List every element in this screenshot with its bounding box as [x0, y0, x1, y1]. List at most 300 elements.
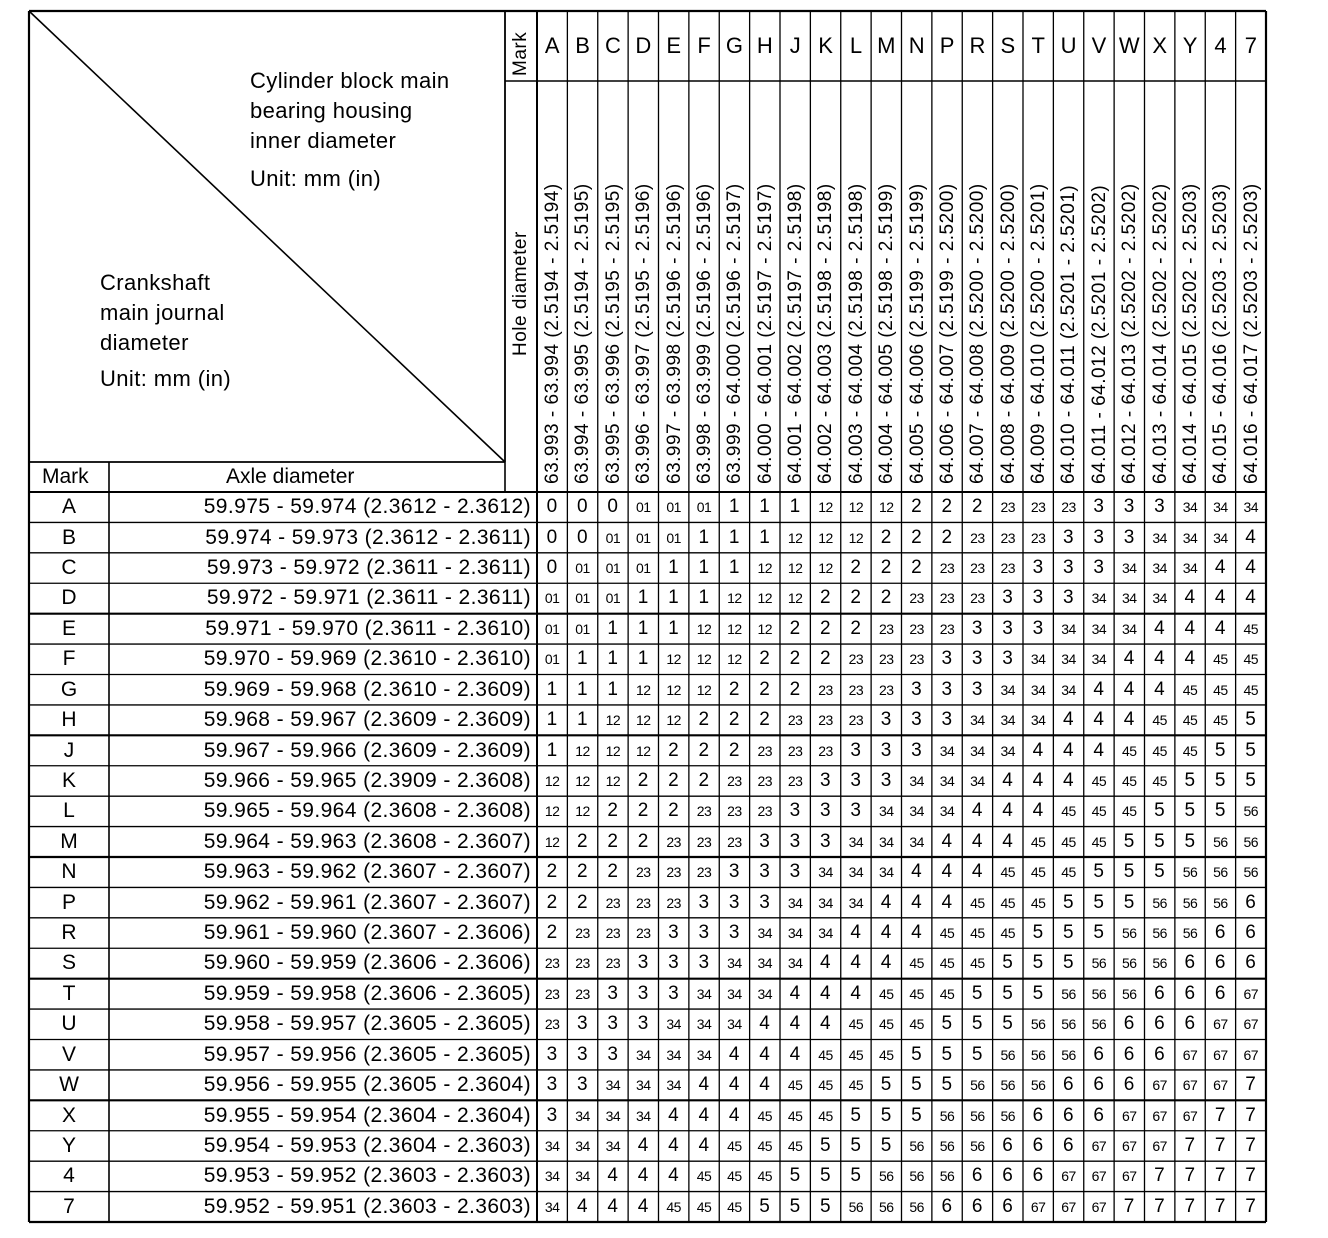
selection-cell: 3: [698, 922, 710, 944]
selection-cell: 34: [818, 894, 833, 911]
selection-cell: 34: [757, 925, 773, 942]
selection-cell: 4: [1063, 769, 1075, 791]
selection-cell: 3: [911, 709, 923, 731]
selection-cell: 34: [727, 955, 742, 972]
selection-cell: 45: [1182, 681, 1198, 698]
selection-cell: 23: [818, 742, 833, 759]
selection-cell: 3: [941, 709, 953, 731]
selection-cell: 3: [607, 1013, 619, 1035]
selection-cell: 34: [666, 1077, 681, 1094]
selection-cell: 3: [1063, 526, 1075, 548]
selection-cell: 4: [880, 922, 892, 944]
selection-cell: 67: [1152, 1137, 1167, 1154]
selection-cell: 56: [1122, 985, 1137, 1002]
selection-cell: 23: [1061, 499, 1076, 516]
selection-cell: 2: [971, 496, 983, 518]
selection-cell: 12: [818, 529, 833, 546]
selection-cell: 34: [1061, 681, 1076, 698]
selection-cell: 34: [575, 1168, 590, 1185]
selection-cell: 12: [696, 651, 712, 668]
selection-cell: 1: [728, 557, 740, 579]
selection-cell: 3: [820, 769, 832, 791]
selection-cell: 3: [1032, 557, 1044, 579]
selection-cell: 3: [759, 861, 771, 883]
selection-cell: 4: [880, 952, 892, 974]
selection-cell: 56: [1213, 833, 1228, 850]
selection-cell: 12: [818, 560, 833, 577]
selection-cell: 23: [939, 560, 955, 577]
selection-cell: 01: [575, 590, 590, 607]
column-hole-range: 64.001 - 64.002 (2.5197 - 2.5198): [785, 183, 806, 484]
selection-cell: 12: [636, 712, 651, 729]
selection-cell: 3: [668, 982, 680, 1004]
selection-cell: 34: [939, 803, 955, 820]
selection-cell: 01: [605, 560, 621, 577]
selection-cell: 7: [1154, 1195, 1166, 1217]
selection-cell: 34: [1182, 499, 1198, 516]
selection-cell: 5: [911, 1043, 923, 1065]
row-mark: X: [61, 1103, 76, 1127]
selection-cell: 4: [789, 1043, 801, 1065]
selection-cell: 1: [637, 617, 649, 639]
column-hole-range: 64.014 - 64.015 (2.5202 - 2.5203): [1179, 183, 1201, 484]
selection-cell: 12: [727, 590, 742, 607]
selection-cell: 0: [546, 496, 558, 518]
row-axle-range: 59.969 - 59.968 (2.3610 - 2.3609): [203, 677, 531, 701]
selection-cell: 34: [879, 833, 894, 850]
selection-cell: 56: [909, 1137, 924, 1154]
selection-cell: 0: [577, 526, 589, 548]
selection-cell: 34: [575, 1137, 590, 1154]
selection-cell: 2: [698, 769, 710, 791]
selection-cell: 23: [727, 833, 742, 850]
selection-cell: 56: [1091, 985, 1107, 1002]
selection-cell: 4: [820, 1013, 832, 1035]
selection-cell: 7: [1245, 1195, 1257, 1217]
selection-cell: 5: [1123, 830, 1135, 852]
selection-cell: 6: [1093, 1074, 1105, 1096]
selection-cell: 5: [1123, 891, 1135, 913]
selection-cell: 56: [1152, 925, 1167, 942]
row-mark: E: [61, 616, 76, 640]
selection-cell: 34: [696, 985, 712, 1002]
selection-cell: 4: [850, 922, 862, 944]
selection-cell: 4: [1245, 557, 1257, 579]
column-hole-range: 63.997 - 63.998 (2.5196 - 2.5196): [663, 183, 685, 484]
selection-cell: 45: [1152, 712, 1167, 729]
selection-cell: 34: [909, 772, 924, 789]
selection-cell: 12: [818, 499, 833, 516]
axle-diameter-header: Axle diameter: [226, 465, 355, 488]
selection-cell: 0: [546, 557, 558, 579]
selection-cell: 34: [1030, 651, 1046, 668]
selection-cell: 4: [728, 1074, 740, 1096]
selection-cell: 5: [941, 1043, 953, 1065]
selection-cell: 23: [909, 620, 924, 637]
column-mark: Y: [1182, 33, 1198, 58]
row-mark: H: [61, 708, 77, 732]
selection-cell: 34: [909, 833, 924, 850]
row-axle-range: 59.954 - 59.953 (2.3604 - 2.3603): [203, 1133, 531, 1157]
row-axle-range: 59.952 - 59.951 (2.3603 - 2.3603): [203, 1194, 531, 1218]
selection-cell: 4: [728, 1043, 740, 1065]
selection-cell: 5: [820, 1165, 832, 1187]
selection-cell: 4: [789, 1013, 801, 1035]
selection-cell: 45: [818, 1077, 833, 1094]
selection-cell: 34: [1091, 590, 1107, 607]
selection-cell: 4: [607, 1195, 619, 1217]
selection-cell: 56: [1213, 864, 1228, 881]
selection-cell: 7: [1214, 1134, 1226, 1156]
selection-cell: 45: [1030, 833, 1046, 850]
selection-cell: 1: [698, 557, 710, 579]
column-hole-range: 64.006 - 64.007 (2.5199 - 2.5200): [936, 183, 958, 484]
selection-cell: 6: [1154, 982, 1166, 1004]
selection-cell: 45: [757, 1168, 773, 1185]
selection-cell: 5: [1093, 922, 1105, 944]
selection-cell: 45: [727, 1198, 742, 1215]
row-mark: M: [60, 829, 78, 853]
selection-cell: 45: [1243, 620, 1259, 637]
selection-cell: 3: [759, 891, 771, 913]
selection-cell: 56: [1243, 864, 1259, 881]
selection-cell: 4: [911, 861, 923, 883]
selection-cell: 3: [728, 891, 740, 913]
selection-cell: 45: [909, 985, 924, 1002]
column-mark-header: Mark: [510, 31, 531, 76]
selection-cell: 56: [1000, 1077, 1016, 1094]
selection-cell: 34: [636, 1046, 651, 1063]
selection-cell: 4: [1093, 709, 1105, 731]
selection-cell: 3: [637, 982, 649, 1004]
selection-cell: 45: [1091, 833, 1107, 850]
selection-cell: 2: [820, 587, 832, 609]
selection-cell: 23: [666, 864, 681, 881]
row-axle-range: 59.975 - 59.974 (2.3612 - 2.3612): [203, 495, 531, 519]
row-axle-range: 59.970 - 59.969 (2.3610 - 2.3610): [203, 647, 531, 671]
selection-cell: 2: [546, 861, 558, 883]
selection-cell: 7: [1184, 1195, 1196, 1217]
row-axle-range: 59.973 - 59.972 (2.3611 - 2.3611): [206, 556, 531, 580]
row-mark: 4: [63, 1164, 75, 1188]
selection-cell: 23: [939, 620, 955, 637]
selection-cell: 01: [636, 560, 651, 577]
column-mark: H: [756, 33, 773, 58]
selection-cell: 3: [850, 769, 862, 791]
selection-cell: 45: [970, 955, 985, 972]
selection-cell: 5: [971, 1013, 983, 1035]
selection-cell: 56: [1182, 894, 1198, 911]
selection-cell: 3: [1032, 587, 1044, 609]
selection-cell: 45: [818, 1046, 833, 1063]
selection-cell: 1: [546, 709, 558, 731]
selection-cell: 4: [1032, 769, 1044, 791]
selection-cell: 3: [971, 678, 983, 700]
selection-cell: 34: [1000, 742, 1016, 759]
selection-cell: 23: [575, 925, 590, 942]
selection-cell: 45: [666, 1198, 681, 1215]
selection-cell: 7: [1245, 1074, 1257, 1096]
selection-cell: 45: [1030, 894, 1046, 911]
selection-cell: 12: [605, 742, 621, 759]
selection-cell: 45: [1061, 864, 1076, 881]
selection-cell: 5: [1063, 922, 1075, 944]
selection-cell: 34: [1213, 529, 1228, 546]
selection-cell: 6: [1032, 1104, 1044, 1126]
selection-cell: 3: [789, 800, 801, 822]
selection-cell: 3: [1154, 496, 1166, 518]
selection-cell: 6: [1002, 1134, 1014, 1156]
selection-cell: 12: [666, 651, 681, 668]
selection-cell: 23: [1000, 499, 1016, 516]
selection-cell: 5: [1184, 800, 1196, 822]
selection-cell: 56: [939, 1168, 955, 1185]
selection-cell: 01: [666, 529, 681, 546]
column-hole-range: 63.995 - 63.996 (2.5195 - 2.5195): [602, 183, 624, 484]
selection-cell: 67: [1091, 1198, 1107, 1215]
row-mark: 7: [63, 1194, 75, 1218]
column-hole-range: 64.008 - 64.009 (2.5200 - 2.5200): [997, 183, 1019, 484]
selection-cell: 56: [1061, 1016, 1076, 1033]
selection-cell: 12: [757, 560, 773, 577]
selection-cell: 56: [1152, 955, 1167, 972]
selection-cell: 34: [970, 712, 985, 729]
selection-cell: 6: [1154, 1013, 1166, 1035]
selection-cell: 34: [605, 1137, 621, 1154]
selection-cell: 3: [880, 709, 892, 731]
row-mark: V: [61, 1042, 76, 1066]
selection-cell: 5: [850, 1134, 862, 1156]
selection-cell: 67: [1152, 1107, 1167, 1124]
selection-cell: 01: [605, 590, 621, 607]
block-label-line: inner diameter: [250, 128, 397, 153]
selection-cell: 4: [759, 1074, 771, 1096]
column-mark: G: [725, 33, 743, 58]
selection-cell: 34: [1122, 590, 1137, 607]
selection-cell: 34: [1243, 499, 1259, 516]
selection-cell: 12: [787, 529, 803, 546]
selection-cell: 45: [1243, 681, 1259, 698]
selection-cell: 67: [1213, 1077, 1228, 1094]
selection-cell: 34: [939, 742, 955, 759]
selection-cell: 34: [544, 1198, 560, 1215]
selection-cell: 2: [577, 830, 589, 852]
selection-cell: 4: [1002, 830, 1014, 852]
block-label-line: bearing housing: [250, 98, 413, 123]
selection-cell: 5: [911, 1074, 923, 1096]
row-axle-range: 59.960 - 59.959 (2.3606 - 2.3606): [203, 951, 531, 975]
selection-cell: 5: [1245, 769, 1257, 791]
selection-cell: 5: [971, 982, 983, 1004]
selection-cell: 34: [696, 1046, 712, 1063]
selection-cell: 45: [1030, 864, 1046, 881]
selection-cell: 23: [848, 651, 864, 668]
selection-cell: 34: [787, 955, 803, 972]
selection-cell: 2: [728, 739, 740, 761]
selection-cell: 7: [1214, 1165, 1226, 1187]
selection-cell: 5: [1032, 922, 1044, 944]
row-axle-range: 59.966 - 59.965 (2.3909 - 2.3608): [203, 768, 531, 792]
selection-cell: 45: [1182, 712, 1198, 729]
selection-cell: 4: [1032, 739, 1044, 761]
column-hole-range: 63.993 - 63.994 (2.5194 - 2.5194): [542, 183, 563, 484]
selection-cell: 2: [546, 922, 558, 944]
selection-cell: 56: [1182, 864, 1198, 881]
selection-cell: 1: [759, 496, 771, 518]
selection-cell: 67: [1061, 1168, 1076, 1185]
selection-cell: 45: [939, 955, 955, 972]
column-mark: A: [544, 33, 560, 58]
selection-cell: 1: [698, 587, 710, 609]
selection-cell: 6: [941, 1195, 953, 1217]
selection-cell: 4: [971, 861, 983, 883]
selection-cell: 3: [1093, 496, 1105, 518]
selection-cell: 5: [1093, 861, 1105, 883]
column-mark: 7: [1244, 33, 1257, 58]
selection-cell: 45: [879, 1016, 894, 1033]
selection-cell: 3: [1123, 496, 1135, 518]
selection-cell: 56: [909, 1168, 924, 1185]
selection-cell: 4: [1002, 769, 1014, 791]
selection-cell: 3: [971, 648, 983, 670]
selection-cell: 34: [666, 1046, 681, 1063]
selection-cell: 23: [575, 955, 590, 972]
selection-cell: 1: [637, 587, 649, 609]
selection-cell: 45: [1122, 742, 1137, 759]
selection-cell: 23: [605, 894, 621, 911]
selection-cell: 23: [879, 620, 894, 637]
row-axle-range: 59.953 - 59.952 (2.3603 - 2.3603): [203, 1164, 531, 1188]
selection-cell: 34: [1152, 560, 1167, 577]
row-mark: B: [61, 525, 76, 549]
selection-cell: 45: [879, 985, 894, 1002]
selection-cell: 1: [607, 648, 619, 670]
selection-cell: 45: [1152, 742, 1167, 759]
row-mark: S: [61, 951, 76, 975]
selection-cell: 56: [1061, 1046, 1076, 1063]
selection-cell: 45: [848, 1077, 864, 1094]
selection-cell: 45: [1243, 651, 1259, 668]
selection-cell: 23: [787, 772, 803, 789]
column-mark: E: [666, 33, 682, 58]
column-mark: S: [1000, 33, 1016, 58]
selection-cell: 12: [787, 590, 803, 607]
selection-cell: 45: [909, 1016, 924, 1033]
selection-cell: 34: [757, 955, 773, 972]
column-hole-range: 64.010 - 64.011 (2.5201 - 2.5201): [1058, 184, 1080, 484]
selection-cell: 23: [666, 894, 681, 911]
selection-cell: 12: [879, 499, 894, 516]
selection-cell: 1: [607, 617, 619, 639]
selection-cell: 4: [1184, 648, 1196, 670]
selection-cell: 4: [911, 891, 923, 913]
row-axle-range: 59.964 - 59.963 (2.3608 - 2.3607): [203, 829, 531, 853]
selection-cell: 45: [727, 1168, 742, 1185]
selection-cell: 34: [727, 1016, 742, 1033]
selection-cell: 5: [1063, 891, 1075, 913]
selection-cell: 2: [637, 800, 649, 822]
selection-cell: 5: [1184, 769, 1196, 791]
column-mark: U: [1060, 33, 1077, 58]
selection-cell: 1: [546, 678, 558, 700]
selection-cell: 0: [577, 496, 589, 518]
selection-cell: 45: [696, 1168, 712, 1185]
selection-cell: 3: [1032, 617, 1044, 639]
selection-cell: 23: [879, 681, 894, 698]
selection-cell: 2: [728, 709, 740, 731]
selection-cell: 67: [1213, 1046, 1228, 1063]
selection-cell: 7: [1214, 1195, 1226, 1217]
selection-cell: 12: [636, 681, 651, 698]
row-axle-range: 59.957 - 59.956 (2.3605 - 2.3605): [203, 1042, 531, 1066]
selection-cell: 45: [1000, 864, 1016, 881]
selection-cell: 5: [1063, 952, 1075, 974]
column-hole-range: 63.994 - 63.995 (2.5194 - 2.5195): [572, 183, 594, 484]
selection-cell: 56: [1030, 1046, 1046, 1063]
selection-cell: 4: [1154, 617, 1166, 639]
selection-cell: 23: [696, 864, 712, 881]
selection-cell: 45: [1122, 803, 1137, 820]
selection-cell: 34: [1182, 529, 1198, 546]
selection-cell: 34: [848, 894, 864, 911]
selection-cell: 2: [668, 739, 680, 761]
selection-cell: 5: [1002, 1013, 1014, 1035]
selection-cell: 1: [577, 709, 589, 731]
selection-cell: 67: [1061, 1198, 1076, 1215]
selection-cell: 4: [637, 1165, 649, 1187]
selection-cell: 23: [879, 651, 894, 668]
column-mark: D: [635, 33, 652, 58]
selection-cell: 67: [1091, 1137, 1107, 1154]
column-hole-range: 64.005 - 64.006 (2.5199 - 2.5199): [906, 183, 928, 484]
selection-cell: 5: [880, 1134, 892, 1156]
selection-cell: 56: [1091, 955, 1107, 972]
selection-cell: 3: [880, 769, 892, 791]
selection-cell: 56: [1000, 1046, 1016, 1063]
selection-cell: 3: [607, 982, 619, 1004]
selection-cell: 12: [605, 712, 621, 729]
selection-cell: 23: [605, 925, 621, 942]
column-mark: 4: [1214, 33, 1227, 58]
selection-cell: 01: [636, 499, 651, 516]
row-mark-header: Mark: [42, 465, 89, 488]
selection-cell: 67: [1122, 1137, 1137, 1154]
hole-diameter-header: Hole diameter: [510, 231, 531, 356]
selection-cell: 2: [820, 617, 832, 639]
selection-cell: 6: [1032, 1165, 1044, 1187]
selection-cell: 5: [759, 1195, 771, 1217]
selection-cell: 45: [696, 1198, 712, 1215]
selection-cell: 3: [637, 952, 649, 974]
selection-cell: 3: [820, 800, 832, 822]
selection-cell: 2: [789, 617, 801, 639]
selection-cell: 2: [728, 678, 740, 700]
column-hole-range: 64.011 - 64.012 (2.5201 - 2.5202): [1088, 184, 1110, 484]
selection-cell: 23: [544, 985, 560, 1002]
column-hole-range: 64.003 - 64.004 (2.5198 - 2.5198): [845, 183, 867, 484]
selection-cell: 7: [1184, 1165, 1196, 1187]
selection-cell: 5: [820, 1134, 832, 1156]
selection-cell: 1: [637, 648, 649, 670]
selection-cell: 56: [1122, 925, 1137, 942]
selection-cell: 12: [727, 651, 742, 668]
selection-cell: 34: [818, 864, 833, 881]
selection-cell: 3: [971, 617, 983, 639]
selection-cell: 3: [546, 1104, 558, 1126]
selection-cell: 34: [666, 1016, 681, 1033]
selection-cell: 2: [850, 587, 862, 609]
selection-cell: 45: [1000, 925, 1016, 942]
